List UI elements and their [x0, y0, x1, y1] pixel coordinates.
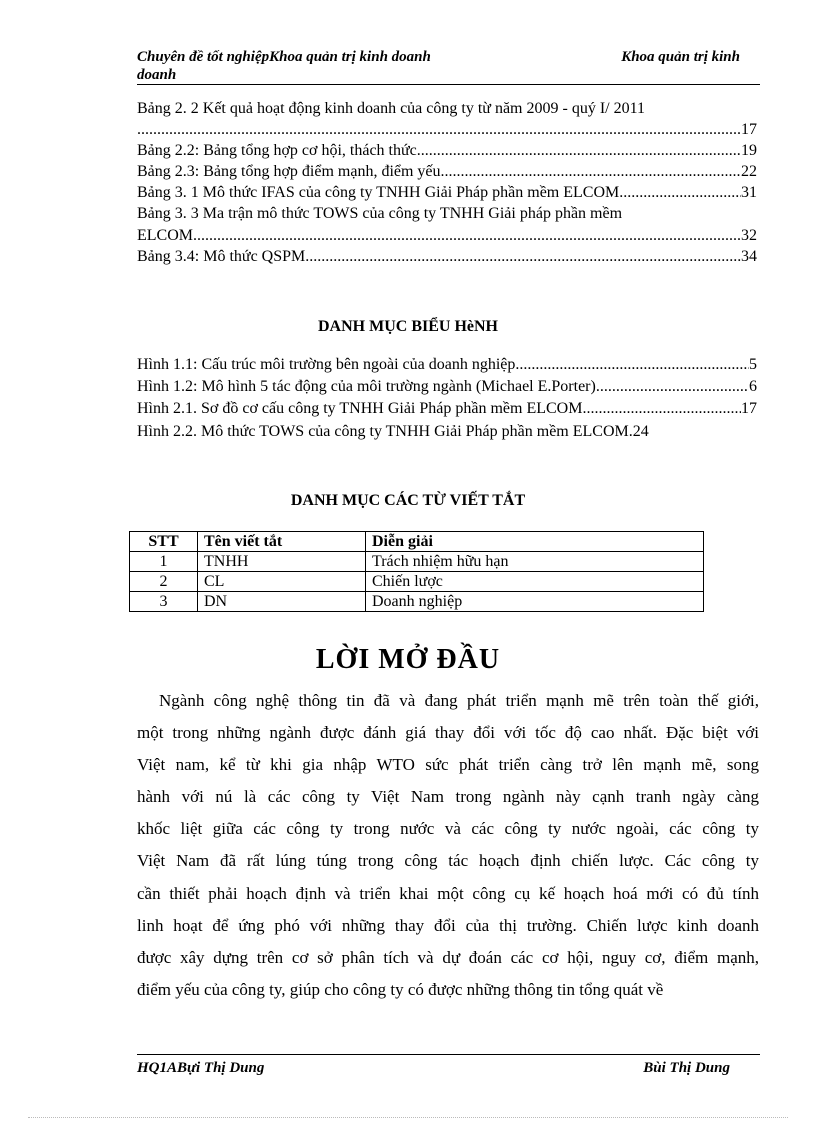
- header-left: Chuyên đề tốt nghiệpKhoa quản trị kinh doanh: [137, 49, 431, 65]
- toc-entry-cont[interactable]: [137, 226, 757, 245]
- toc-entry-text: Bảng 2.3: Bảng tổng hợp điểm mạnh, điểm yếu.: [137, 163, 445, 180]
- toc-entry[interactable]: [137, 183, 757, 202]
- toc-leader: [421, 141, 741, 160]
- toc-entry[interactable]: [137, 399, 757, 418]
- toc-entry[interactable]: [137, 422, 757, 441]
- table-cell: TNHH: [198, 552, 366, 572]
- toc-leader: [137, 120, 741, 139]
- table-cell: Trách nhiệm hữu hạn: [366, 552, 704, 572]
- column-header: Diễn giải: [366, 532, 704, 552]
- toc-entry[interactable]: [137, 141, 757, 160]
- toc-entry[interactable]: [137, 162, 757, 181]
- toc-leader: [600, 377, 749, 396]
- toc-leader: [582, 399, 741, 418]
- column-header: Tên viết tắt: [198, 532, 366, 552]
- table-cell: 2: [130, 572, 198, 592]
- table-row: [130, 572, 704, 592]
- header-wrap: doanh: [137, 67, 177, 83]
- table-header-row: [130, 532, 704, 552]
- toc-page: 6: [749, 378, 757, 395]
- paragraph-line: cần thiết phải hoạch định và triển khai một công cụ kế hoạch hoá mới có đủ tính: [137, 883, 759, 903]
- toc-entry[interactable]: [137, 377, 757, 396]
- toc-page: 5: [749, 356, 757, 373]
- table-row: [130, 592, 704, 612]
- table-row: [130, 552, 704, 572]
- toc-entry-text: Bảng 3.4: Mô thức QSPM: [137, 248, 306, 265]
- toc-page: 19: [741, 142, 757, 159]
- toc-page: 32: [741, 227, 757, 244]
- toc-entry-text: Hình 1.2: Mô hình 5 tác động của môi trường ngành (Michael E.Porter).: [137, 378, 600, 395]
- toc-page: 31: [741, 184, 757, 201]
- table-cell: 3: [130, 592, 198, 612]
- paragraph-line: Ngành công nghệ thông tin đã và đang phát triển mạnh mẽ trên toàn thế giới,: [159, 691, 759, 710]
- column-header: STT: [130, 532, 198, 552]
- main-title: LỜI MỞ ĐẦU: [315, 644, 501, 675]
- toc-leader: [193, 226, 741, 245]
- abbr-title: DANH MỤC CÁC TỪ VIẾT TẮT: [290, 492, 526, 509]
- toc-entry[interactable]: [137, 99, 757, 118]
- abbreviation-table: [129, 531, 704, 612]
- toc-entry-text: Hình 2.1. Sơ đồ cơ cấu công ty TNHH Giải Pháp phần mềm ELCOM: [137, 400, 583, 417]
- paragraph-line: Việt nam, kể từ khi gia nhập WTO sức phát triển càng trở lên mạnh mẽ, song: [137, 755, 759, 775]
- page-edge-divider: [28, 1117, 788, 1118]
- toc-entry-cont[interactable]: [137, 120, 757, 139]
- toc-leader: [305, 247, 741, 266]
- intro-paragraph: [137, 685, 759, 1006]
- table-cell: DN: [198, 592, 366, 612]
- table-cell: 1: [130, 552, 198, 572]
- paragraph-line: hành với nú là các công ty Việt Nam trong ngành này cạnh tranh ngày càng: [137, 787, 759, 807]
- page-footer: [137, 1054, 760, 1077]
- paragraph-line: điểm yếu của công ty, giúp cho công ty có được những thông tin tổng quát về: [137, 979, 664, 999]
- paragraph-line: khốc liệt giữa các công ty trong nước và các công ty nước ngoài, các công ty: [137, 819, 759, 839]
- paragraph-line: Việt Nam đã rất lúng túng trong công tác hoạch định chiến lược. Các công ty: [137, 851, 759, 871]
- toc-entry[interactable]: [137, 247, 757, 266]
- toc-leader: [619, 183, 741, 202]
- toc-page: 17: [741, 400, 757, 417]
- table-cell: Chiến lược: [366, 572, 704, 592]
- toc-entry-text: Bảng 2.2: Bảng tổng hợp cơ hội, thách thức.: [137, 142, 421, 159]
- page-header: [137, 48, 760, 85]
- table-cell: Doanh nghiệp: [366, 592, 704, 612]
- toc-page: 17: [741, 121, 757, 138]
- toc-entry-text: Bảng 2. 2 Kết quả hoạt động kinh doanh của công ty từ năm 2009 - quý I/ 2011: [137, 100, 645, 117]
- figures-title: DANH MỤC BIỂU HèNH: [318, 318, 498, 335]
- footer-left: HQ1ABựi Thị Dung: [137, 1060, 265, 1076]
- toc-entry-text: Hình 1.1: Cấu trúc môi trường bên ngoài của doanh nghiệp: [137, 356, 516, 373]
- footer-right: Bùi Thị Dung: [643, 1060, 730, 1076]
- toc-entry-text: Bảng 3. 1 Mô thức IFAS của công ty TNHH Giải Pháp phần mềm ELCOM: [137, 184, 620, 201]
- toc-page: 24: [632, 423, 649, 440]
- toc-entry[interactable]: [137, 204, 757, 223]
- toc-page: 22: [741, 163, 757, 180]
- header-right: Khoa quản trị kinh: [621, 49, 740, 65]
- toc-leader: [445, 162, 741, 181]
- toc-entry-text: ELCOM: [137, 227, 193, 244]
- toc-entry-text: Hình 2.2. Mô thức TOWS của công ty TNHH Giải Pháp phần mềm ELCOM.: [137, 423, 633, 440]
- toc-entry-text: Bảng 3. 3 Ma trận mô thức TOWS của công ty TNHH Giải pháp phần mềm: [137, 205, 623, 222]
- paragraph-line: linh hoạt để ứng phó với những thay đổi của thị trường. Chiến lược kinh doanh: [137, 915, 759, 935]
- toc-leader: [515, 355, 749, 374]
- toc-entry[interactable]: [137, 355, 757, 374]
- table-cell: CL: [198, 572, 366, 592]
- toc-page: 34: [741, 248, 757, 265]
- paragraph-line: được xây dựng trên cơ sở phân tích và dự đoán các cơ hội, nguy cơ, điểm mạnh,: [137, 947, 759, 967]
- paragraph-line: một trong những ngành được đánh giá thay đổi với tốc độ cao nhất. Đặc biệt với: [137, 723, 759, 743]
